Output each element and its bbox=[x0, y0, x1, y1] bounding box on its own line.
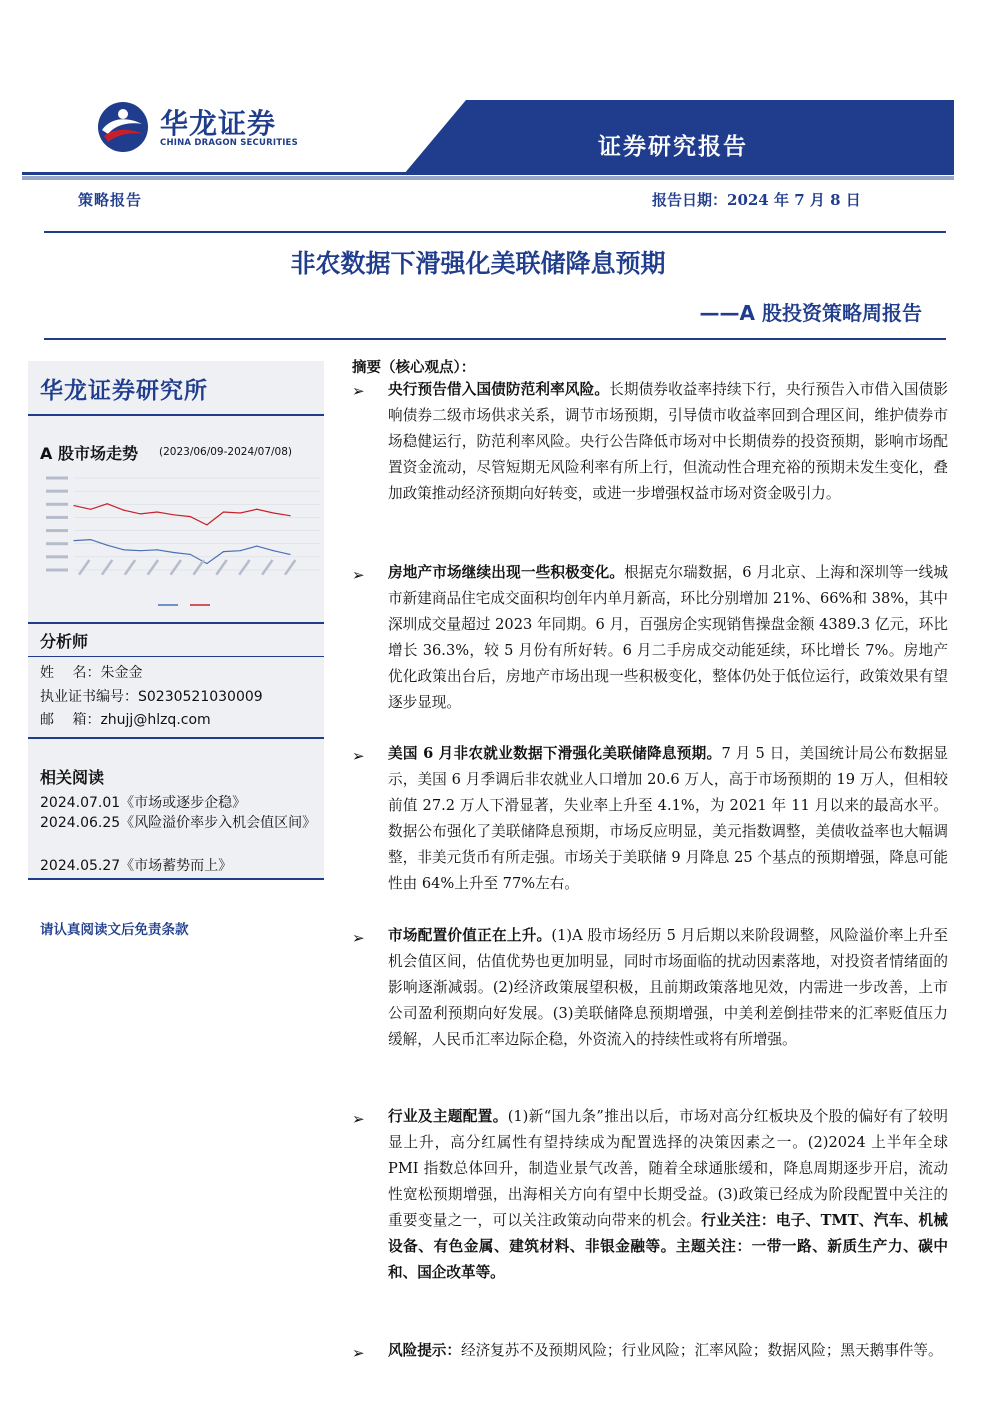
y-tick-label bbox=[46, 529, 68, 532]
chart-series bbox=[73, 503, 290, 564]
market-trend-chart bbox=[40, 470, 325, 618]
summary-paragraph bbox=[388, 741, 948, 897]
summary-paragraph bbox=[388, 560, 948, 716]
institute-name: 华龙证券研究所 bbox=[40, 378, 208, 404]
divider bbox=[28, 656, 324, 657]
bullet-icon: ➢ bbox=[352, 929, 365, 947]
y-tick-label bbox=[46, 477, 68, 480]
market-trend-title: A 股市场走势 bbox=[40, 444, 138, 463]
data-point bbox=[90, 539, 91, 540]
y-tick-label bbox=[46, 490, 68, 493]
data-point bbox=[289, 515, 290, 516]
bullet-icon: ➢ bbox=[352, 1344, 365, 1362]
divider bbox=[28, 622, 324, 624]
analyst-email[interactable]: 邮 箱：zhujj@hlzq.com bbox=[40, 712, 211, 728]
data-point bbox=[240, 512, 241, 513]
analyst-heading: 分析师 bbox=[40, 632, 89, 651]
paragraph-body: 根据克尔瑞数据，6 月北京、上海和深圳等一线城市新建商品住宅成交面积均创年内单月新高，环比分别增加 21%、66%和 38%，其中深圳成交量超过 2023 年同期。6 月，百强房企实现销售操盘金额 4389.3 亿元，环比增长 36.3%，较 5 月份有所好转。6 月二手房成交动能延续，环比增长 7%。房地产优化政策出台后，房地产市场出现一些积极变化，整体仍处于低位运行，政策效果有望逐步显现。 bbox=[388, 564, 948, 711]
data-point bbox=[190, 554, 191, 555]
summary-paragraph bbox=[388, 377, 948, 507]
divider bbox=[28, 878, 324, 880]
paragraph-body: 7 月 5 日，美国统计局公布数据显示，美国 6 月季调后非农就业人口增加 20.6 万人，高于市场预期的 19 万人，但相较前值 27.2 万人下滑显著，失业率上升至 4.1%，为 2021 年 11 月以来的最高水平。数据公布强化了美联储降息预期，市场反应明显，美元指数调整，美债收益率也大幅调整，非美元货币有所走强。市场关于美联储 9 月降息 25 个基点的预期增强，降息可能性由 64%上升至 77%左右。 bbox=[388, 745, 948, 892]
data-point bbox=[256, 509, 257, 510]
report-subtitle: ——A 股投资策略周报告 bbox=[699, 301, 922, 325]
x-tick-label bbox=[78, 559, 90, 575]
company-logo bbox=[96, 100, 296, 156]
y-tick-label bbox=[46, 569, 68, 572]
data-point bbox=[156, 511, 157, 512]
x-tick-label bbox=[170, 559, 182, 575]
report-category: 策略报告 bbox=[78, 191, 143, 209]
data-point bbox=[223, 551, 224, 552]
paragraph-lead: 央行预告借入国债防范利率风险。 bbox=[388, 381, 610, 398]
series-line bbox=[74, 540, 290, 564]
data-point bbox=[123, 549, 124, 550]
report-title-text: 非农数据下滑强化美联储降息预期 bbox=[290, 249, 666, 278]
summary-paragraph bbox=[388, 923, 948, 1053]
data-point bbox=[73, 540, 74, 541]
y-tick-label bbox=[46, 516, 68, 519]
chart-x-ticks bbox=[78, 559, 296, 575]
title-top-rule bbox=[44, 231, 946, 233]
y-tick-label bbox=[46, 555, 68, 558]
data-point bbox=[123, 510, 124, 511]
related-reading-item[interactable]: 2024.05.27《市场蓄势而上》 bbox=[40, 858, 233, 874]
x-tick-label bbox=[101, 559, 113, 575]
banner-title: 证券研究报告 bbox=[598, 133, 748, 160]
paragraph-lead: 美国 6 月非农就业数据下滑强化美联储降息预期。 bbox=[388, 745, 722, 762]
data-point bbox=[73, 505, 74, 506]
analyst-license: 执业证书编号：S0230521030009 bbox=[40, 689, 263, 705]
data-point bbox=[206, 524, 207, 525]
data-point bbox=[289, 554, 290, 555]
paragraph-body: (1)新“国九条”推出以后，市场对高分红板块及个股的偏好有了较明显上升，高分红属性有望持续成为配置选择的决策因素之一。(2)2024 上半年全球 PMI 指数总体回升，制造业景气改善，随着全球通胀缓和，降息周期逐步开启，流动性宽松预期增强，出海相关方向有望中长期受益。(3)政策已经成为阶段配置中关注的重要变量之一，可以关注政策动向带来的机会。 bbox=[388, 1108, 948, 1229]
data-point bbox=[173, 514, 174, 515]
bullet-icon: ➢ bbox=[352, 566, 365, 584]
divider bbox=[28, 414, 324, 416]
data-point bbox=[206, 563, 207, 564]
data-point bbox=[256, 545, 257, 546]
x-tick-label bbox=[284, 559, 296, 575]
x-tick-label bbox=[124, 559, 136, 575]
x-tick-label bbox=[147, 559, 159, 575]
data-point bbox=[173, 552, 174, 553]
data-point bbox=[140, 550, 141, 551]
related-reading-item[interactable]: 2024.06.25《风险溢价率步入机会值区间》 bbox=[40, 815, 317, 831]
data-point bbox=[223, 511, 224, 512]
paragraph-lead: 行业及主题配置。 bbox=[388, 1108, 508, 1125]
divider bbox=[28, 737, 324, 739]
data-point bbox=[156, 549, 157, 550]
paragraph-body: 经济复苏不及预期风险；行业风险；汇率风险；数据风险；黑天鹅事件等。 bbox=[460, 1342, 943, 1359]
y-tick-label bbox=[46, 542, 68, 545]
bullet-icon: ➢ bbox=[352, 382, 365, 400]
related-reading-item[interactable]: 2024.07.01《市场或逐步企稳》 bbox=[40, 795, 247, 811]
bullet-icon: ➢ bbox=[352, 1110, 365, 1128]
disclaimer-note: 请认真阅读文后免责条款 bbox=[40, 922, 189, 938]
paragraph-body: 长期债券收益率持续下行，央行预告入市借入国债影响债券二级市场供求关系，调节市场预期，引导债市收益率回到合理区间，维护债券市场稳健运行，防范利率风险。央行公告降低市场对中长期债券的投资预期，影响市场配置资金流动，尽管短期无风险利率有所上行，但流动性合理充裕的预期未发生变化，叠加政策推动经济预期向好转变，或进一步增强权益市场对资金吸引力。 bbox=[388, 381, 948, 502]
market-trend-range: (2023/06/09-2024/07/08) bbox=[159, 446, 293, 458]
data-point bbox=[273, 512, 274, 513]
related-reading-heading: 相关阅读 bbox=[40, 768, 105, 787]
x-tick-label bbox=[192, 559, 204, 575]
paragraph-lead: 市场配置价值正在上升。 bbox=[388, 927, 552, 944]
data-point bbox=[90, 509, 91, 510]
data-point bbox=[140, 513, 141, 514]
x-tick-label bbox=[238, 559, 250, 575]
series-line bbox=[74, 504, 290, 525]
paragraph-lead: 风险提示： bbox=[388, 1342, 461, 1359]
dragon-logo-icon bbox=[96, 100, 150, 154]
paragraph-focus: 行业关注：电子、TMT、汽车、机械设备、有色金属、建筑材料、非银金融等。主题关注：一带一路、新质生产力、碳中和、国企改革等。 bbox=[388, 1212, 948, 1281]
brand-name-cn: 华龙证券 bbox=[160, 107, 277, 140]
title-bottom-rule bbox=[44, 338, 946, 340]
report-title bbox=[0, 244, 992, 280]
chart-grid bbox=[46, 477, 320, 572]
data-point bbox=[240, 550, 241, 551]
x-tick-label bbox=[261, 559, 273, 575]
brand-name-en: CHINA DRAGON SECURITIES bbox=[160, 138, 298, 148]
paragraph-lead: 房地产市场继续出现一些积极变化。 bbox=[388, 564, 625, 581]
data-point bbox=[273, 550, 274, 551]
data-point bbox=[107, 545, 108, 546]
summary-paragraph bbox=[388, 1338, 948, 1364]
analyst-name: 姓 名：朱金金 bbox=[40, 665, 143, 681]
bullet-icon: ➢ bbox=[352, 747, 365, 765]
paragraph-body: (1)A 股市场经历 5 月后期以来阶段调整，风险溢价率上升至机会值区间，估值优势也更加明显，同时市场面临的扰动因素落地，对投资者情绪面的影响逐渐减弱。(2)经济政策展望积极，且前期政策落地见效，内需进一步改善，上市公司盈利预期向好发展。(3)美联储降息预期增强，中美利差倒挂带来的汇率贬值压力缓解，人民币汇率边际企稳，外资流入的持续性或将有所增强。 bbox=[388, 927, 948, 1048]
header-stripe bbox=[22, 172, 954, 180]
data-point bbox=[190, 516, 191, 517]
x-tick-label bbox=[215, 559, 227, 575]
y-tick-label bbox=[46, 503, 68, 506]
summary-heading: 摘要（核心观点）： bbox=[352, 359, 476, 376]
report-date: 报告日期：2024 年 7 月 8 日 bbox=[652, 191, 861, 209]
data-point bbox=[107, 503, 108, 504]
summary-paragraph bbox=[388, 1104, 948, 1286]
